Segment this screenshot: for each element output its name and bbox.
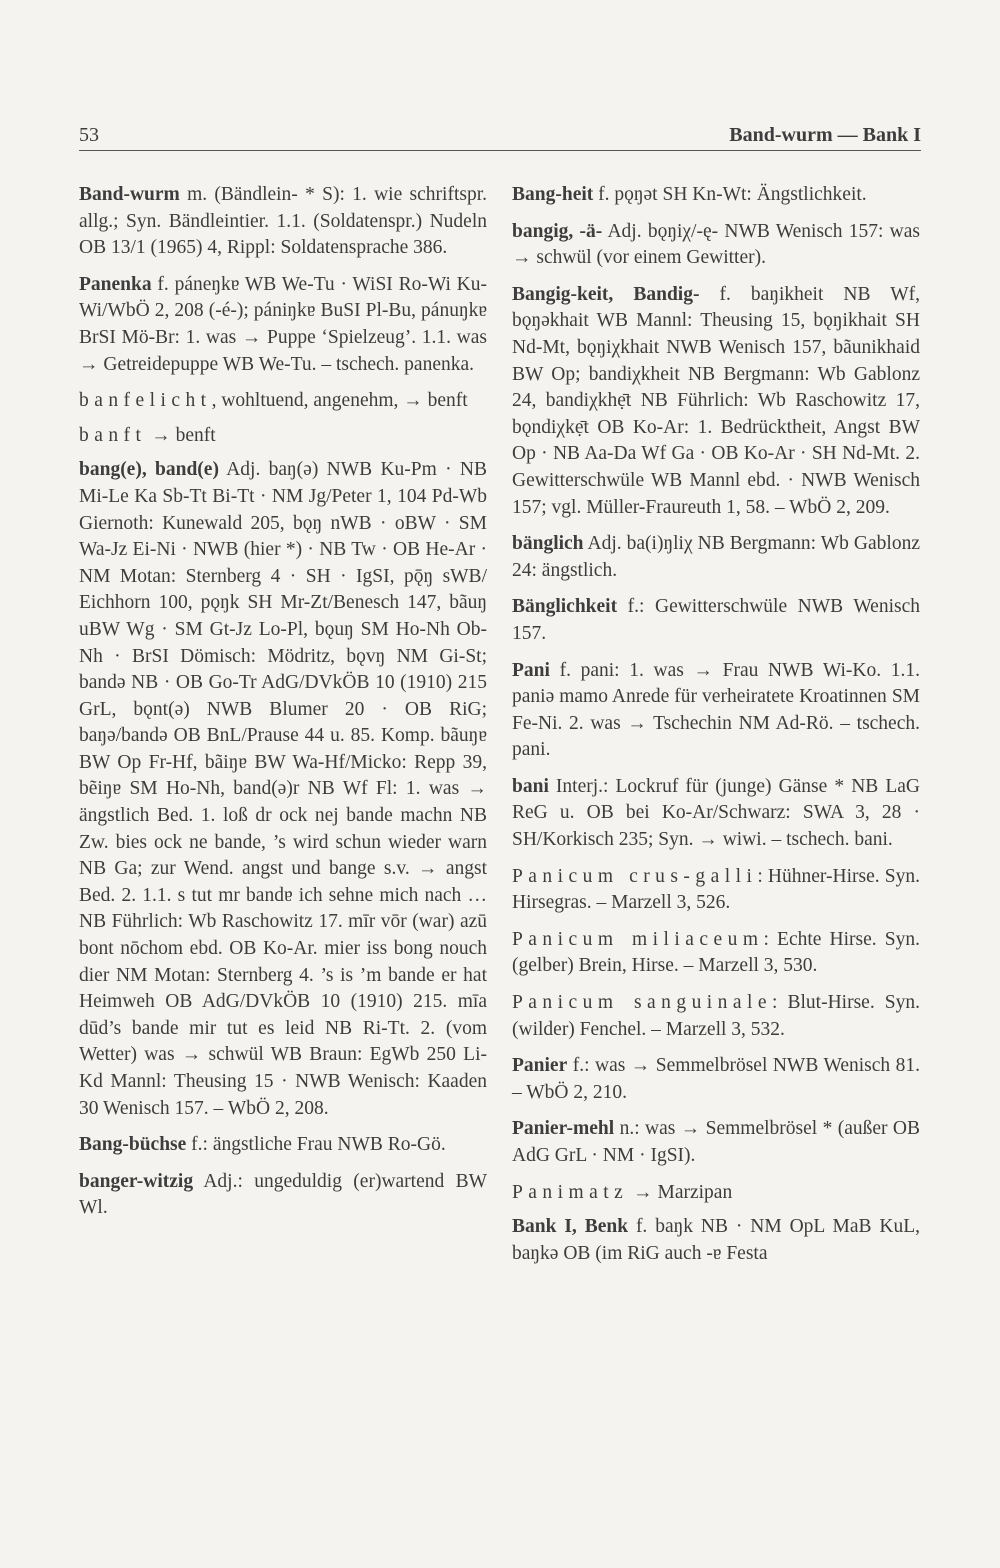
entry-bange: [79, 457, 487, 1122]
entry-panier: [512, 1053, 920, 1106]
spaced-headword: Panimatz: [512, 1181, 629, 1203]
headword: Bangig-keit, Bandig-: [512, 283, 700, 305]
headword: Panenka: [79, 273, 152, 295]
headword: banger-witzig: [79, 1170, 194, 1192]
headword: Band-wurm: [79, 184, 180, 205]
entry-text: Adj.: ungeduldig (er)wartend BW Wl.: [79, 1170, 487, 1219]
headword: Panier: [512, 1055, 568, 1077]
entry-text: f. pani: 1. was → Frau NWB Wi-Ko. 1.1. paniə mamo Anrede für verheiratete Kroatinnen SM Fe-Ni. 2. was → Tschechin NM Ad-Rö. – tschech. pani.: [512, 659, 920, 761]
headword: Bank I, Benk: [512, 1216, 629, 1238]
headword: Bang-büchse: [79, 1134, 187, 1156]
entry-text: Adj. ba(i)ŋliχ NB Bergmann: Wb Gablonz 24: ängstlich.: [512, 533, 920, 581]
entry-band-wurm: [79, 182, 487, 262]
spaced-headword: banfelicht: [79, 390, 212, 412]
spaced-headword: Panicum miliaceum: [512, 928, 764, 950]
headword: bangig, -ä-: [512, 220, 603, 242]
page-number: 53: [79, 124, 99, 146]
entry-bangig: [512, 219, 920, 272]
entry-text: → benft: [146, 424, 216, 446]
entry-bank-i: [512, 1214, 920, 1267]
entry-panicum-miliaceum: [512, 927, 920, 980]
entry-panicum-crus-galli: [512, 864, 920, 917]
entry-banft: [79, 423, 487, 450]
headword: Pani: [512, 659, 550, 681]
entry-text: : Echte Hirse. Syn. (gelber) Brein, Hirse. – Marzell 3, 530.: [512, 928, 921, 977]
entry-text: f. páneŋkɐ WB We-Tu · WiSI Ro-Wi Ku-Wi/WbÖ 2, 208 (-é-); pániŋkɐ BuSI Pl-Bu, pánuŋkɐ BrSI Mö-Br: 1. was → Puppe ‘Spielzeug’. 1.1. was → Getreidepuppe WB We-Tu. – tschech. panenka.: [79, 273, 487, 375]
entry-text: Interj.: Lockruf für (junge) Gänse * NB LaG ReG u. OB bei Ko-Ar/Schwarz: SWA 3, 28 · SH/Korkisch 235; Syn. → wiwi. – tschech. bani.: [512, 775, 920, 851]
header-rule: [79, 150, 921, 151]
entry-panicum-sanguinale: [512, 990, 920, 1043]
spaced-headword: banft: [79, 424, 147, 446]
entry-panimatz: [512, 1180, 920, 1207]
entry-text: n.: was → Semmelbrösel * (außer OB AdG GrL · NM · IgSI).: [512, 1118, 920, 1166]
entry-text: : Hühner-Hirse. Syn. Hirsegras. – Marzell 3, 526.: [512, 865, 920, 914]
entry-text: f. baŋikheit NB Wf, bǫŋəkhait WB Mannl: Theusing 15, bǫŋikhait SH Nd-Mt, bǫŋiχkhait NWB Wenisch 157, bãunikhaid BW Op; bandiχkheit NB Bergmann: Wb Gablonz 24, bandiχkhẹ̄t NB Führlich: Wb Raschowitz 17, bǫndiχkẹ̄t OB Ko-Ar: 1. Bedrücktheit, Angst BW Op · NB Aa-Da Wf Ga · OB Ko-Ar · SH Nd-Mt. 2. Gewitterschwüle WB Mannl ebd. · NWB Wenisch 157; vgl. Müller-Fraureuth 1, 58. – WbÖ 2, 209.: [512, 283, 920, 518]
headword: Bang-heit: [512, 184, 594, 205]
entry-banfelicht: [79, 388, 487, 415]
entry-panier-mehl: [512, 1116, 920, 1169]
entry-baenglichkeit: [512, 594, 920, 647]
entry-text: f. baŋk NB · NM OpL MaB KuL, baŋkə OB (im RiG auch -ɐ Festa: [512, 1216, 920, 1264]
headword: bang(e), band(e): [79, 459, 219, 481]
left-column: [79, 182, 487, 1232]
entry-text: Adj. baŋ(ə) NWB Ku-Pm · NB Mi-Le Ka Sb-Tt Bi-Tt · NM Jg/Peter 1, 104 Pd-Wb Giernoth: Kunewald 205, bǫŋ nWB · oBW · SM Wa-Jz Ei-Ni · NWB (hier *) · NB Tw · OB He-Ar · NM Motan: Sternberg 4 · SH · IgSI, pǭŋ sWB/ Eichhorn 100, pǫŋk SH Mr-Zt/Benesch 147, bãuŋ uBW Wg · SM Gt-Jz Lo-Pl, bǫuŋ SM Ho-Nh Ob-Nh · BrSI Dömisch: Mödritz, bǫvŋ NM Gi-St; bandə NB · OB Go-Tr AdG/DVkÖB 10 (1910) 215 GrL, bǫnt(ə) NWB Blumer 20 · OB RiG; baŋə/bandə OB BnL/Prause 44 u. 85. Komp. bãuŋɐ BW Op Fr-Hf, bãiŋɐ BW Wa-Hf/Micko: Repp 39, bẽiŋɐ SM Ho-Nh, band(ə)r NB Wf Fl: 1. was → ängstlich Bed. 1. loß dr ock nej bande machn NB Zw. bies ock ne bande, ’s wird schun wieder warn NB Ga; zur Wend. angst und bange s.v. → angst Bed. 2. 1.1. s tut mr bandɐ ich sehne mich nach … NB Führlich: Wb Raschowitz 17. mīr vōr (war) azū bont nōchom ebd. OB Ko-Ar. mier iss bong nouch dier NM Motan: Sternberg 4. ’s is ’m bande er hat Heimweh OB AdG/DVkÖB 10 (1910) 215. mīa dūd’s bande mir tut es leid NB Ri-Tt. 2. (vom Wetter) was → schwül WB Braun: EgWb 250 Li-Kd Mannl: Theusing 15 · NWB Wenisch: Kaaden 30 Wenisch 157. – WbÖ 2, 208.: [79, 459, 487, 1119]
entry-bang-buechse: [79, 1132, 487, 1159]
entry-text: f. pǫŋət SH Kn-Wt: Ängstlichkeit.: [593, 184, 867, 205]
entry-text: , wohltuend, angenehm, → benft: [211, 390, 468, 412]
headword: Bänglichkeit: [512, 596, 618, 618]
running-title: Band-wurm — Bank I: [729, 124, 921, 146]
entry-text: m. (Bändlein- * S): 1. wie schriftspr. allg.; Syn. Bändleintier. 1.1. (Soldatenspr.) Nudeln OB 13/1 (1965) 4, Rippl: Soldatensprache 386.: [79, 184, 487, 259]
entry-text: Adj. bǫŋiχ/-ę- NWB Wenisch 157: was → schwül (vor einem Gewitter).: [512, 220, 920, 269]
spaced-headword: Panicum crus-galli: [512, 865, 758, 887]
right-column: [512, 182, 920, 1277]
entry-text: f.: ängstliche Frau NWB Ro-Gö.: [186, 1134, 446, 1156]
headword: bänglich: [512, 533, 584, 555]
entry-text: f.: Gewitterschwüle NWB Wenisch 157.: [512, 596, 920, 644]
entry-text: f.: was → Semmelbrösel NWB Wenisch 81. – WbÖ 2, 210.: [512, 1055, 920, 1103]
entry-text: : Blut-Hirse. Syn. (wilder) Fenchel. – Marzell 3, 532.: [512, 992, 920, 1040]
entry-bang-heit: [512, 182, 920, 209]
entry-baenglich: [512, 531, 920, 584]
entry-bangig-keit: [512, 282, 920, 521]
entry-bani: [512, 774, 920, 854]
headword: Panier-mehl: [512, 1118, 615, 1140]
headword: bani: [512, 775, 549, 797]
spaced-headword: Panicum sanguinale: [512, 992, 772, 1014]
entry-pani: [512, 658, 920, 764]
entry-panenka: [79, 272, 487, 378]
entry-text: → Marzipan: [628, 1181, 733, 1203]
entry-banger-witzig: [79, 1169, 487, 1222]
